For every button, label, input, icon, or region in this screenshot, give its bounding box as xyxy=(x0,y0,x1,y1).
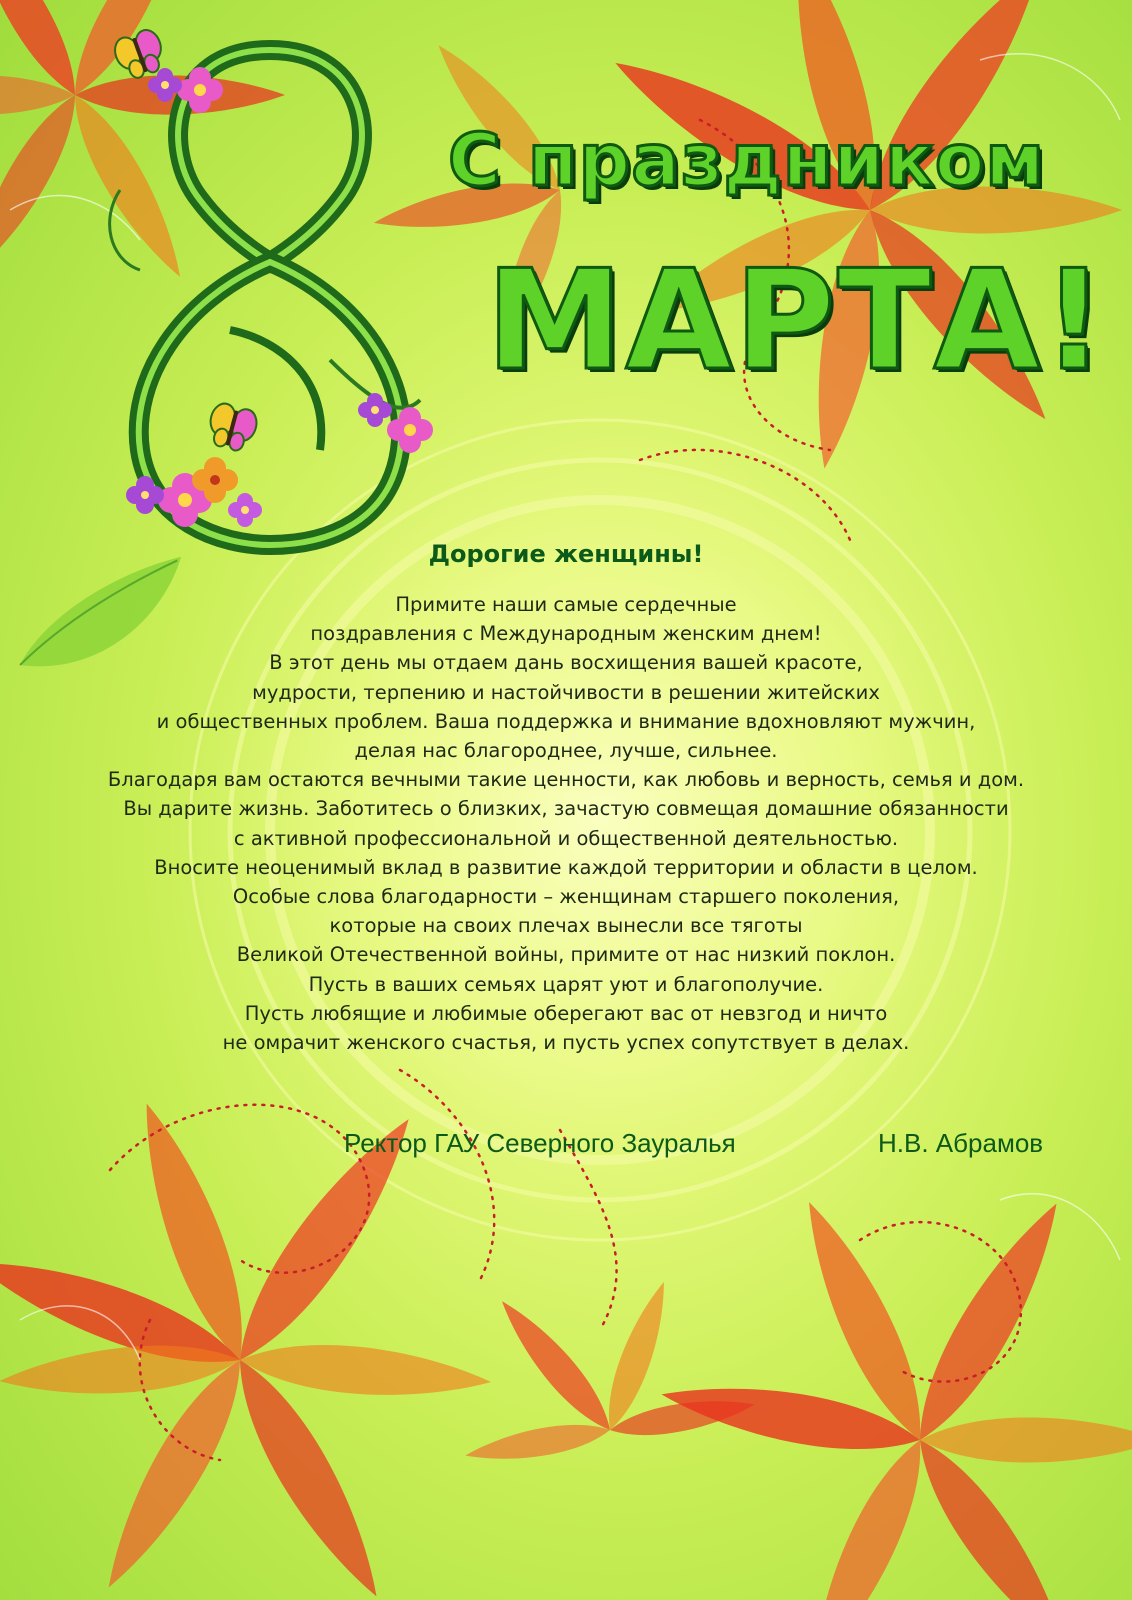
message-line: Вносите неоценимый вклад в развитие каждой территории и области в целом. xyxy=(154,855,978,879)
signature-name: Н.В. Абрамов xyxy=(878,1128,1044,1158)
message-line: делая нас благороднее, лучше, сильнее. xyxy=(354,739,778,763)
message-line: которые на своих плечах вынесли все тяготы xyxy=(329,914,803,938)
message-line: и общественных проблем. Ваша поддержка и внимание вдохновляют мужчин, xyxy=(156,709,976,733)
title-line-2: МАРТА! xyxy=(486,240,1108,401)
butterfly-icon xyxy=(204,401,260,454)
message-line: Особые слова благодарности – женщинам старшего поколения, xyxy=(232,885,900,909)
message-body xyxy=(20,590,1112,1057)
message-line: поздравления с Международным женским днем! xyxy=(310,622,822,646)
message-line: В этот день мы отдаем дань восхищения вашей красоте, xyxy=(269,651,863,675)
message-line: Пусть любящие и любимые оберегают вас от невзгод и ничто xyxy=(244,1001,888,1025)
message-line: Вы дарите жизнь. Заботитесь о близких, зачастую совмещая домашние обязанности xyxy=(123,797,1009,821)
greeting-heading: Дорогие женщины! xyxy=(428,540,704,568)
signature-title: Ректор ГАУ Северного Зауралья xyxy=(344,1128,736,1158)
message-line: Великой Отечественной войны, примите от нас низкий поклон. xyxy=(236,943,896,967)
title-line-1: С праздником xyxy=(448,118,1046,202)
message-line: не омрачит женского счастья, и пусть успех сопутствует в делах. xyxy=(222,1031,910,1055)
message-line: Примите наши самые сердечные xyxy=(395,593,737,616)
message-line: Пусть в ваших семьях царят уют и благополучие. xyxy=(308,972,824,996)
message-line: мудрости, терпению и настойчивости в решении житейских xyxy=(252,680,880,704)
flower-decoration xyxy=(657,1191,1132,1600)
message-line: Благодаря вам остаются вечными такие ценности, как любовь и верность, семья и дом. xyxy=(107,768,1025,792)
message-line: с активной профессиональной и общественной деятельностью. xyxy=(233,826,899,850)
